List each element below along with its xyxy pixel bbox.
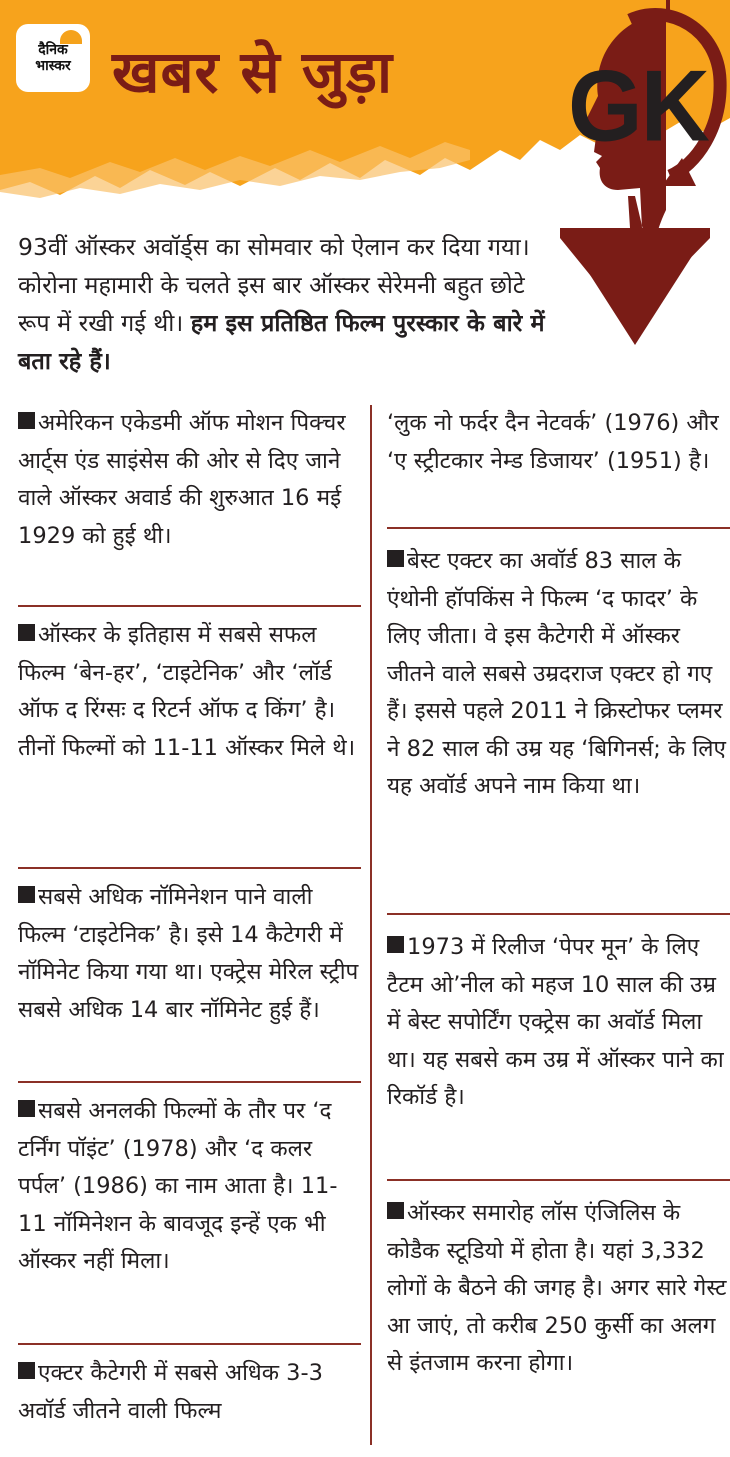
bullet-square-icon xyxy=(18,886,35,903)
bullet-square-icon xyxy=(18,1100,35,1117)
fact-item xyxy=(18,869,361,1081)
bullet-square-icon xyxy=(18,412,35,429)
fact-item xyxy=(18,405,361,605)
fact-item xyxy=(18,1083,361,1343)
logo-line2: भास्कर xyxy=(35,58,71,74)
bullet-square-icon xyxy=(18,624,35,641)
intro-text: 93वीं ऑस्कर अवॉर्ड्स का सोमवार को ऐलान कर दिया गया। कोरोना महामारी के चलते इस बार ऑस्कर सेरेमनी बहुत छोटे रूप में रखी गई थी। xyxy=(18,233,530,337)
intro-bold-text: हम इस प्रतिष्ठित फिल्म पुरस्कार के बारे में बता रहे हैं। xyxy=(18,309,545,375)
fact-text: 1973 में रिलीज ‘पेपर मून’ के लिए टैटम ओ’नील को महज 10 साल की उम्र में बेस्ट सपोर्टिंग एक्ट्रेस का अवॉर्ड मिला था। यह सबसे कम उम्र में ऑस्कर पाने का रिकॉर्ड है। xyxy=(387,934,724,1110)
fact-text: एक्टर कैटेगरी में सबसे अधिक 3-3 अवॉर्ड जीतने वाली फिल्म xyxy=(18,1360,323,1424)
fact-text: अमेरिकन एकेडमी ऑफ मोशन पिक्चर आर्ट्स एंड साइंसेस की ओर से दिए जाने वाले ऑस्कर अवार्ड की शुरुआत 16 मई 1929 को हुई थी। xyxy=(18,410,346,549)
fact-text: ऑस्कर के इतिहास में सबसे सफल फिल्म ‘बेन-हर’, ‘टाइटेनिक’ और ‘लॉर्ड ऑफ द रिंग्सः द रिटर्न ऑफ द किंग’ है। तीनों फिल्मों को 11-11 ऑस्कर मिले थे। xyxy=(18,622,356,761)
bullet-square-icon xyxy=(387,550,404,567)
fact-text: बेस्ट एक्टर का अवॉर्ड 83 साल के एंथोनी हॉपकिंस ने फिल्म ‘द फादर’ के लिए जीता। वे इस कैटेगरी में ऑस्कर जीतने वाले सबसे उम्रदराज एक्टर हो गए हैं। इससे पहले 2011 ने क्रिस्टोफर प्लमर ने 82 साल की उम्र यह ‘बिगिनर्स; के लिए यह अवॉर्ड अपने नाम किया था। xyxy=(387,548,726,799)
bullet-square-icon xyxy=(387,936,404,953)
fact-item xyxy=(387,529,730,913)
gk-badge: GK xyxy=(568,50,708,163)
fact-text: सबसे अनलकी फिल्मों के तौर पर ‘द टर्निंग पॉइंट’ (1978) और ‘द कलर पर्पल’ (1986) का नाम आता है। 11-11 नॉमिनेशन के बावजूद इन्हें एक भी ऑस्कर नहीं मिला। xyxy=(18,1098,338,1274)
intro-paragraph xyxy=(18,228,548,380)
column-divider xyxy=(370,405,372,1445)
fact-continuation xyxy=(387,405,730,527)
bullet-square-icon xyxy=(18,1362,35,1379)
fact-item xyxy=(18,607,361,867)
fact-item xyxy=(387,1181,730,1383)
fact-text: ऑस्कर समारोह लॉस एंजिलिस के कोडैक स्टूडियो में होता है। यहां 3,332 लोगों के बैठने की जगह है। अगर सारे गेस्ट आ जाएं, तो करीब 250 कुर्सी का अलग से इंतजाम करना होगा। xyxy=(387,1200,727,1376)
fact-item xyxy=(387,915,730,1179)
fact-item xyxy=(18,1345,361,1430)
dainik-bhaskar-logo xyxy=(16,24,90,92)
page-title: खबर से जुड़ा xyxy=(112,38,393,106)
fact-text: सबसे अधिक नॉमिनेशन पाने वाली फिल्म ‘टाइटेनिक’ है। इसे 14 कैटेगरी में नॉमिनेट किया गया था। एक्ट्रेस मेरिल स्ट्रीप सबसे अधिक 14 बार नॉमिनेट हुई हैं। xyxy=(18,884,359,1023)
right-column xyxy=(387,405,730,1383)
fact-text: ‘लुक नो फर्दर दैन नेटवर्क’ (1976) और ‘ए स्ट्रीटकार नेम्ड डिजायर’ (1951) है। xyxy=(387,410,719,474)
logo-line1: दैनिक xyxy=(38,42,68,58)
left-column xyxy=(18,405,361,1430)
bullet-square-icon xyxy=(387,1202,404,1219)
